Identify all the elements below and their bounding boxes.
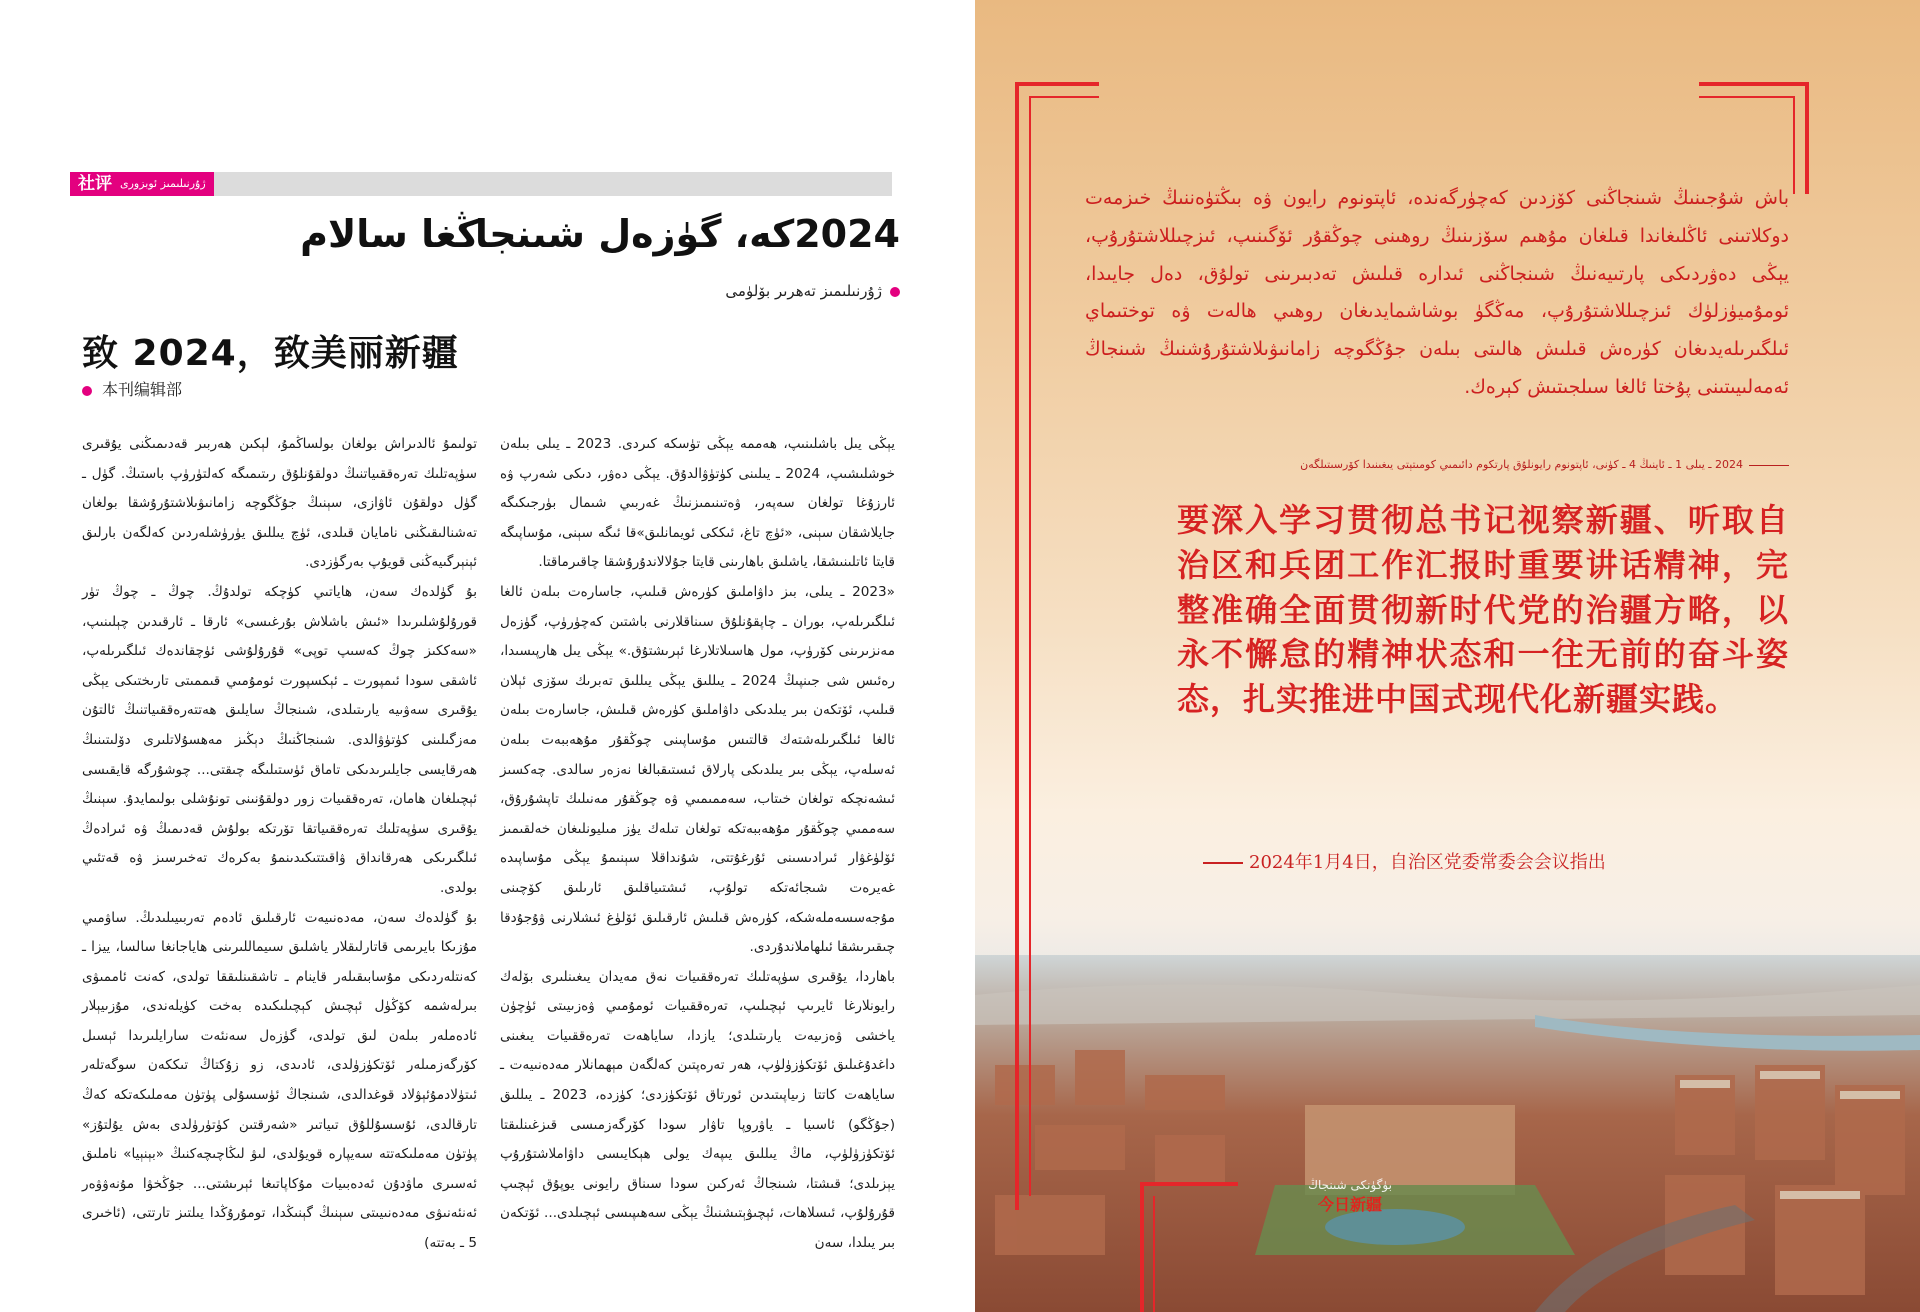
- quote-chinese: 要深入学习贯彻总书记视察新疆、听取自治区和兵团工作汇报时重要讲话精神，完整准确全面贯彻新时代党的治疆方略，以永不懈怠的精神状态和一往无前的奋斗姿态，扎实推进中国式现代化新疆实践。: [1177, 501, 1789, 719]
- article-column-right: [500, 430, 895, 1259]
- frame-line: [1029, 96, 1031, 1196]
- watermark-chinese: 今日新疆: [1317, 1195, 1382, 1214]
- city-aerial-photo: [975, 955, 1920, 1312]
- article-title-uyghur: 2024كە، گۈزەل شىنجاڭغا سالام: [300, 212, 900, 256]
- section-label-zh: 社评: [78, 174, 112, 194]
- frame-line: [1793, 96, 1795, 194]
- byline-chinese: [82, 377, 182, 400]
- byline-uyghur: [725, 282, 900, 300]
- paragraph: يېڭى يىل باشلىنىپ، ھەممە يېڭى تۈسكە كىردى. 2023 ـ يىلى بىلەن خوشلىشىپ، 2024 ـ يىلىنى كۈتۈۋالدۇق. يېڭى دەۋر، دىكى شەرپ ۋە ئارزۇغا تولغان سەپەر، ۋەتىنىمىزنىڭ غەربىي شىمال بۈرجىكىگە جايلاشقان سېنى، «ئۈچ تاغ، ئىككى ئويمانلىق»قا ئىگە سېنى، مۇساپىگە قايتا ئاتلىنىشقا، ياشلىق باھارىنى قايتا جۇلالاندۇرۇشقا چاقىرماقتا.: [500, 436, 895, 571]
- frame-line: [1029, 96, 1099, 98]
- frame-line: [1140, 1182, 1238, 1186]
- watermark-uyghur: بۈگۈنكى شىنجاڭ: [1308, 1178, 1392, 1192]
- paragraph: بۇ گۈلدەك سەن، مەدەنىيەت ئارقىلىق ئادەم تەربىيىلىدىڭ. ساۋمىي مۇزىكا بايرىمى قاتارلىقلار ياشلىق سىيماللىرىنى ھاياجانغا سالسا، ييزا ـ كەنتلەردىكى مۇسابىقىلەر قاينام ـ تاشقىنلىققا تولدى، كەنت ئاممىۋى بىرلەشمە كۆڭۈل ئېچىش كېچىلىكىدە بەخت كۈيلەندى، مۇزىيېلار ئادەملەر بىلەن لىق تولدى، گۈزەل سەنئەت سارايلىرىدا ئېسىل كۆرگەزمىلەر ئۆتكۈزۈلدى، ئادىدى، زو زۇكتاڭ تىككەن سوگەتلەر ئىتۈلادمۇئېۋلاد قوغدالدى، شىنجاڭ ئۈسسۇلى پۈتۈن مەملىكەتكە كەڭ تارقالدى، ئۇسسۇللۇق تىياتىر «شەرقتىن كۈتۈرۈلدى بەش يۇلتۇز» پۈتۈن مەملىكەتتە سەيپارە قويۇلدى، لىۋ لىڭاچىچەكنىڭ «بېنېيا» ناملىق ئەسىرى ماۋدۇن ئەدەبىيات مۇكاپاتىغا ئېرىشتى... جۇڭخۋا مۇنەۋۋەر ئەنئەنىۋى مەدەنىيىتى سېنىڭ گېنىڭدا، تومۇرۇڭدا يىلتىز تارتتى، (ئاخىرى 5 ـ بەتتە): [82, 909, 477, 1252]
- paragraph: تولىمۇ ئالدىراش بولغان بولساڭمۇ، لېكىن ھەربىر قەدىمىڭنى يۇقىرى سۈپەتلىك تەرەققىياتنىڭ دولقۇنلۇق رىتىمىگە كەلتۈرۈپ باستىڭ. گۈل ـ گۈل دولقۇن ئاۋازى، سېنىڭ جۇڭگوچە زامانىۋىلاشتۇرۇشقا بولغان تەشنالىقىڭنى نامايان قىلدى، ئۈچ يىللىق يۈرۈشلەردىن كەلگەن بارلىق ئېنېرگىيەڭنى قويۇپ بەرگۈزدى.: [82, 436, 477, 571]
- right-page: [975, 0, 1920, 1312]
- paragraph: بۇ گۈلدەك سەن، ھاياتىي كۈچكە تولدۇڭ. چوڭ ـ چوڭ تۈر قورۇلۇشلىرىدا «ئىش باشلاش بۇرغىسى» ئارقا ـ ئارقىدىن چېلىنىپ، «سەككىز چوڭ كەسىپ توپى» قۇرۇلۇشى ئۈچقاندەك ئىلگىرىلەپ، ئاشقى سودا ئىمپورت ـ ئېكسپورت ئومۇمىي قىممىتى تارىختىكى يېڭى يۇقىرى سەۋىيە يارىتىلدى، شىنجاڭ سايلىق ھەتتەرەققىياتنىڭ ئالتۇن مەزگىلىنى كۈتۈۋالدى. شىنجاڭنىڭ دېڭىز مەھسۇلاتلىرى دۆلىتىنىڭ ھەرقايسى جايلىرىدىكى تاماق ئۈستىلىگە چىقتى... چوشۇرگە قايقىسى ئېچىلغان ھامان، تەرەققىيات زور دولقۇنىنى تونۇشلى بولىمايدۇ. سېنىڭ يۇقىرى سۈپەتلىك تەرەققىياتقا تۆرتكە بولۇش قەدىمىڭ ۋە ئىرادەڭ ئىلگىرىكى ھەرقانداق ۋاقىتتىكىدىنمۇ بەكرەك تەخىرسىز ۋە قەتئىي بولدى.: [82, 583, 477, 896]
- quote-source-uyghur: [1085, 458, 1789, 471]
- quote-source-chinese-text: 2024年1月4日，自治区党委常委会会议指出: [1249, 852, 1606, 873]
- quote-uyghur: باش شۇجىنىڭ شىنجاڭنى كۆزدىن كەچۈرگەندە، ئاپتونوم رايون ۋە بىڭتۈەننىڭ خىزمەت دوكلاتىنى ئاڭلىغاندا قىلغان مۇھىم سۆزىنىڭ روھىنى چوڭقۇر ئۆگىنىپ، ئىزچىللاشتۇرۇپ، يېڭى دەۋردىكى پارتىيەنىڭ شىنجاڭنى ئىدارە قىلىش تەدبىرىنى تولۇق، دەل جايىدا، ئومۇميۈزلۈك ئىزچىللاشتۇرۇپ، مەڭگۈ بوشاشمايدىغان روھىي ھالەت ۋە توختىماي ئىلگىرىلەيدىغان كۈرەش قىلىش ھالىتى بىلەن جۇڭگوچە زامانىۋىلاشتۇرۇشنىڭ شىنجاڭ ئەمەلىيىتىنى پۇختا ئالغا سىلجىتىش كېرەك.: [1085, 187, 1789, 398]
- frame-line: [1699, 82, 1809, 86]
- quote-source-chinese: [1203, 848, 1606, 874]
- frame-line: [1699, 96, 1795, 98]
- paragraph: «2023 ـ يىلى، بىز داۋاملىق كۈرەش قىلىپ، جاسارەت بىلەن ئالغا ئىلگىرىلەپ، بوران ـ چاپقۇنلۇق سىناقلارنى باشتىن كەچۈرۈپ، گۈزەل مەنزىرىنى كۆرۈپ، مول ھاسىلاتلارغا ئېرىشتۇق.» يېڭى يىل ھارپىسىدا، رەئىس شى جىنپىڭ 2024 ـ يىللىق يېڭى يىللىق تەبرىك سۆزى ئېلان قىلىپ، ئۆتكەن بىر يىلدىكى داۋاملىق كۈرەش قىلىش، جاسارەت بىلەن ئالغا ئىلگىرىلەشتەك قالتىس مۇساپىنى چوڭقۇر مۇھەببەت بىلەن ئەسلەپ، يېڭى بىر يىلدىكى پارلاق ئىستىقبالغا نەزەر سالدى. چەكسىز ئىشەنچكە تولغان خىتاب، سەممىمىي ۋە چوڭقۇر مەنىلىك تاپشۇرۇق، سەممىي چوڭقۇر مۇھەببەتكە تولغان تىلەك يۈز مىليونلىغان خەلقىمىز ئۆلۈغۋار ئىرادىسىنى ئۇرغۇتتى، شۇنداقلا سېنىمۇ يېڭى مۇساپىدە غەيرەت شىجائەتكە تولۇپ، ئىشتىياقلىق ئارىلىق كۆچىنى مۇجەسسەملەشكە، كۈرەش قىلىش ئارقىلىق ئۆلۈغ ئىشلارنى ۋۇجۇدقا چىقىرىشقا ئىلھاملاندۇردى.: [500, 583, 895, 956]
- bullet-icon: [82, 386, 92, 396]
- paragraph: باھاردا، يۇقىرى سۈپەتلىك تەرەققىيات نەق مەيدان يىغىنلىرى بۆلەك رايونلارغا ئايرىپ ئېچىلىپ، تەرەققىيات ئومۇمىي ۋەزىيىتى ئۈچۈن ياخشى ۋەزىيەت يارىتىلدى؛ يازدا، ساياھەت تەرەققىيات يىغىنى داغدۇغىلىق ئۆتكۈزۈلۈپ، ھەر تەرەپتىن كەلگەن مېھمانلار مەدەنىيەت ـ ساياھەت كاتتا زىياپىتىدىن ئورتاق ئۆتكۈزدى؛ كۈزدە، 2023 ـ يىللىق (جۇڭگو) ئاسىيا ـ ياۋروپا تاۋار سودا كۆرگەزمىسى قىزغىنلىقتا ئۆتكۈزۈلۈپ، ماڭ يىللىق يىپەك يولى ھېكايىسى داۋاملاشتۇرۇپ يېزىلدى؛ قىشتا، شىنجاڭ ئەركىن سودا سىناق رايونى يوپۇق ئېچىپ قۇرۇلۇپ، ئىسلاھات، ئېچىۋېتىشنىڭ يېڭى سەھىپىسى ئېچىلدى... ئۆتكەن بىر يىلدا، سەن: [500, 968, 896, 1252]
- watermark-logo: [1270, 1178, 1430, 1215]
- section-bar: [70, 172, 892, 196]
- byline-chinese-text: 本刊编辑部: [102, 380, 183, 399]
- byline-uyghur-text: ژۇرنىلىمىز تەھرىر بۆلۈمى: [725, 282, 882, 300]
- frame-line: [1140, 1182, 1144, 1312]
- article-column-left: [82, 430, 477, 1259]
- quote-source-uyghur-text: 2024 ـ يىلى 1 ـ ئاينىڭ 4 ـ كۈنى، ئاپتونوم رايونلۇق پارتكوم دائىمىي كومىتېتى يىغىنىدا كۆرسىتىلگەن: [1300, 458, 1743, 471]
- section-badge: [70, 172, 214, 196]
- dash-line: [1749, 465, 1789, 466]
- section-label-ug: ژۇرنىلىمىز ئوبزورى: [120, 177, 206, 190]
- frame-line: [1015, 82, 1019, 1210]
- frame-line: [1805, 82, 1809, 194]
- frame-line: [1015, 82, 1099, 86]
- bullet-icon: [890, 287, 900, 297]
- dash-line: [1203, 862, 1243, 864]
- article-title-chinese: 致 2024，致美丽新疆: [82, 333, 459, 374]
- frame-line: [1153, 1196, 1155, 1312]
